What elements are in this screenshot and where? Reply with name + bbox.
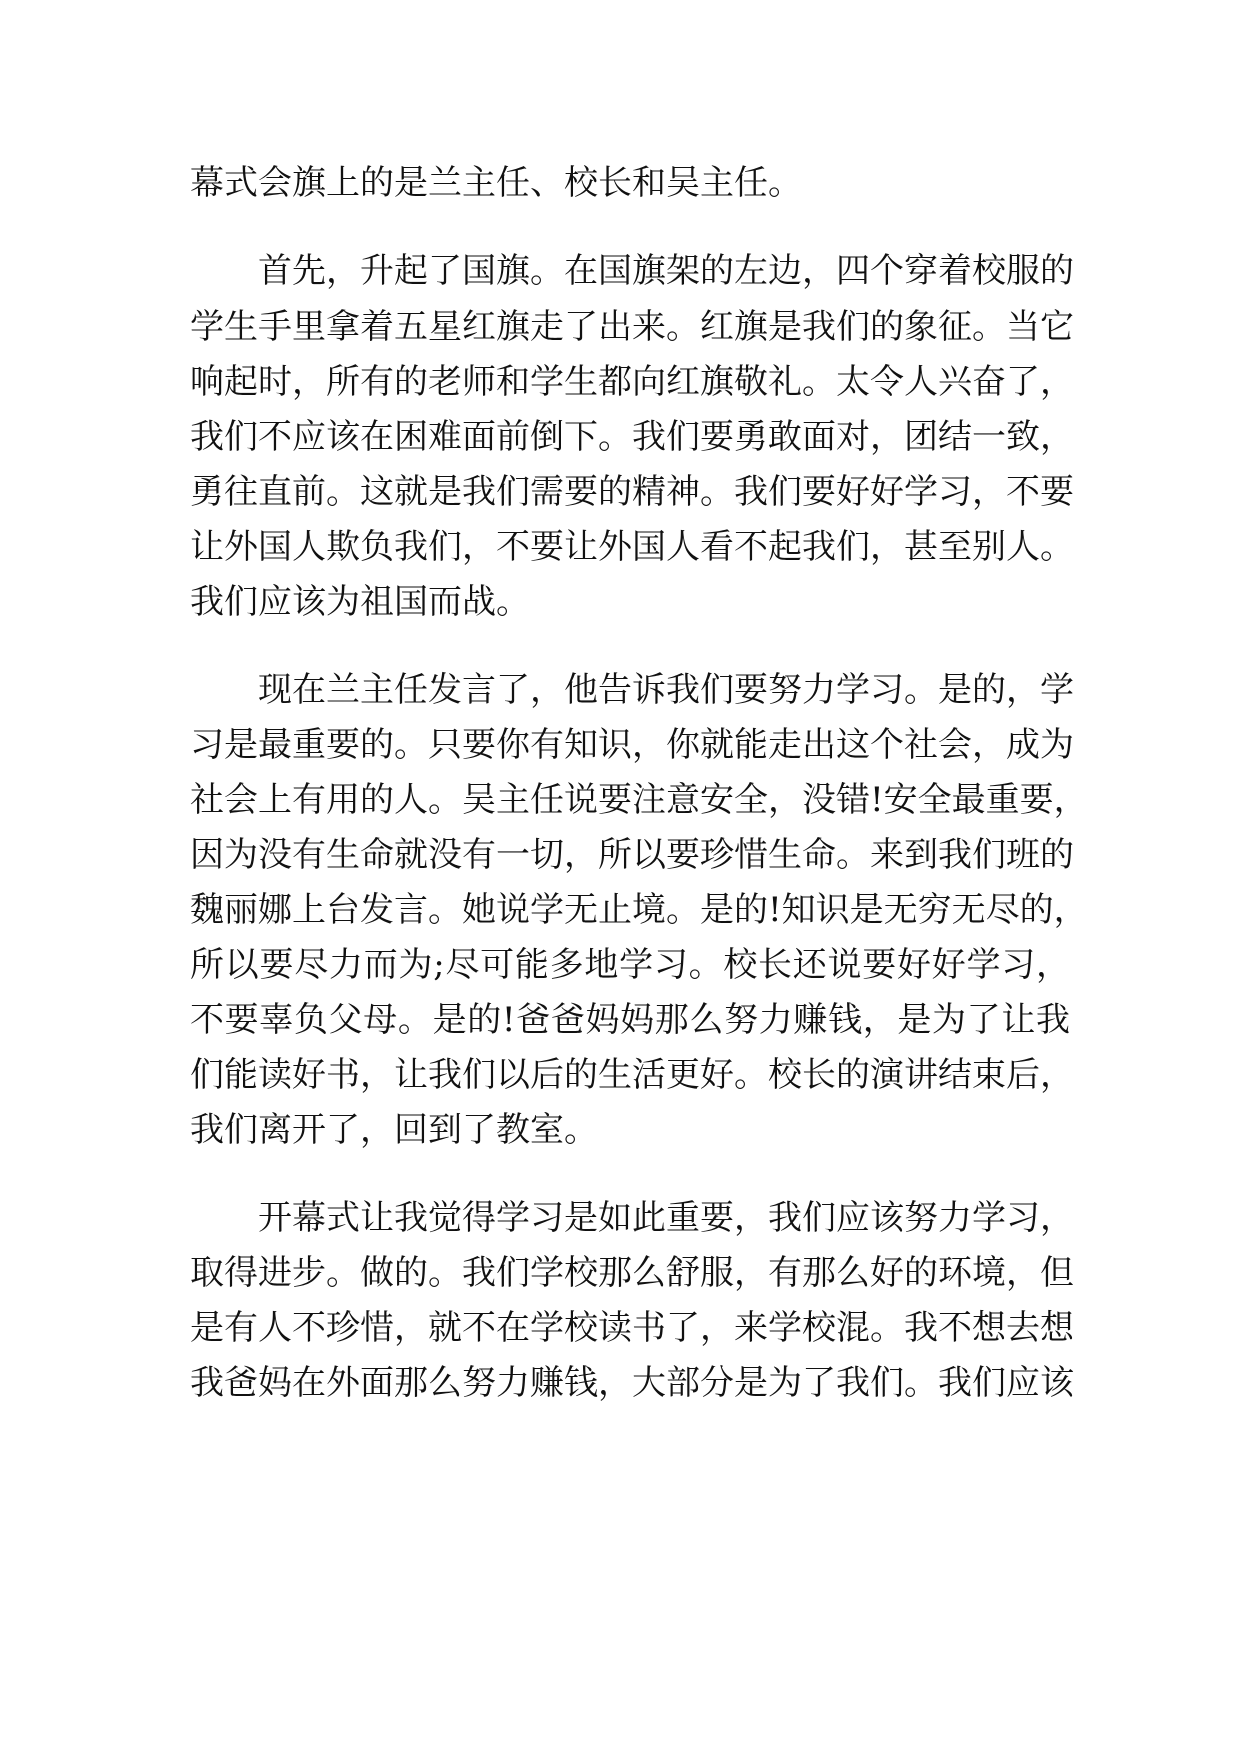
paragraph-4-line-1: 开幕式让我觉得学习是如此重要，我们应该努力学习， bbox=[258, 1198, 1074, 1238]
paragraph-4-line-3: 是有人不珍惜，就不在学校读书了，来学校混。我不想去想 bbox=[190, 1308, 1074, 1348]
paragraph-3-line-3: 社会上有用的人。吴主任说要注意安全，没错!安全最重要， bbox=[190, 780, 1088, 820]
paragraph-2-line-7: 我们应该为祖国而战。 bbox=[190, 582, 530, 622]
paragraph-3-line-1: 现在兰主任发言了，他告诉我们要努力学习。是的，学 bbox=[258, 670, 1074, 710]
paragraph-2-line-4: 我们不应该在困难面前倒下。我们要勇敢面对，团结一致， bbox=[190, 417, 1074, 457]
paragraph-2-line-1: 首先，升起了国旗。在国旗架的左边，四个穿着校服的 bbox=[258, 251, 1074, 291]
paragraph-4-line-2: 取得进步。做的。我们学校那么舒服，有那么好的环境，但 bbox=[190, 1253, 1074, 1293]
paragraph-2-line-3: 响起时，所有的老师和学生都向红旗敬礼。太令人兴奋了， bbox=[190, 362, 1074, 402]
paragraph-3-line-2: 习是最重要的。只要你有知识，你就能走出这个社会，成为 bbox=[190, 725, 1074, 765]
paragraph-2-line-6: 让外国人欺负我们，不要让外国人看不起我们，甚至别人。 bbox=[190, 527, 1074, 567]
paragraph-2-line-5: 勇往直前。这就是我们需要的精神。我们要好好学习，不要 bbox=[190, 472, 1074, 512]
paragraph-3-line-6: 所以要尽力而为;尽可能多地学习。校长还说要好好学习， bbox=[190, 945, 1070, 985]
paragraph-2-line-2: 学生手里拿着五星红旗走了出来。红旗是我们的象征。当它 bbox=[190, 307, 1074, 347]
paragraph-3-line-9: 我们离开了，回到了教室。 bbox=[190, 1110, 598, 1150]
paragraph-3-line-5: 魏丽娜上台发言。她说学无止境。是的!知识是无穷无尽的， bbox=[190, 890, 1088, 930]
paragraph-4-line-4: 我爸妈在外面那么努力赚钱，大部分是为了我们。我们应该 bbox=[190, 1363, 1074, 1403]
paragraph-3-line-4: 因为没有生命就没有一切，所以要珍惜生命。来到我们班的 bbox=[190, 835, 1074, 875]
paragraph-3-line-7: 不要辜负父母。是的!爸爸妈妈那么努力赚钱，是为了让我 bbox=[190, 1000, 1070, 1040]
paragraph-3-line-8: 们能读好书，让我们以后的生活更好。校长的演讲结束后， bbox=[190, 1055, 1074, 1095]
paragraph-1-line-1: 幕式会旗上的是兰主任、校长和吴主任。 bbox=[190, 163, 802, 203]
